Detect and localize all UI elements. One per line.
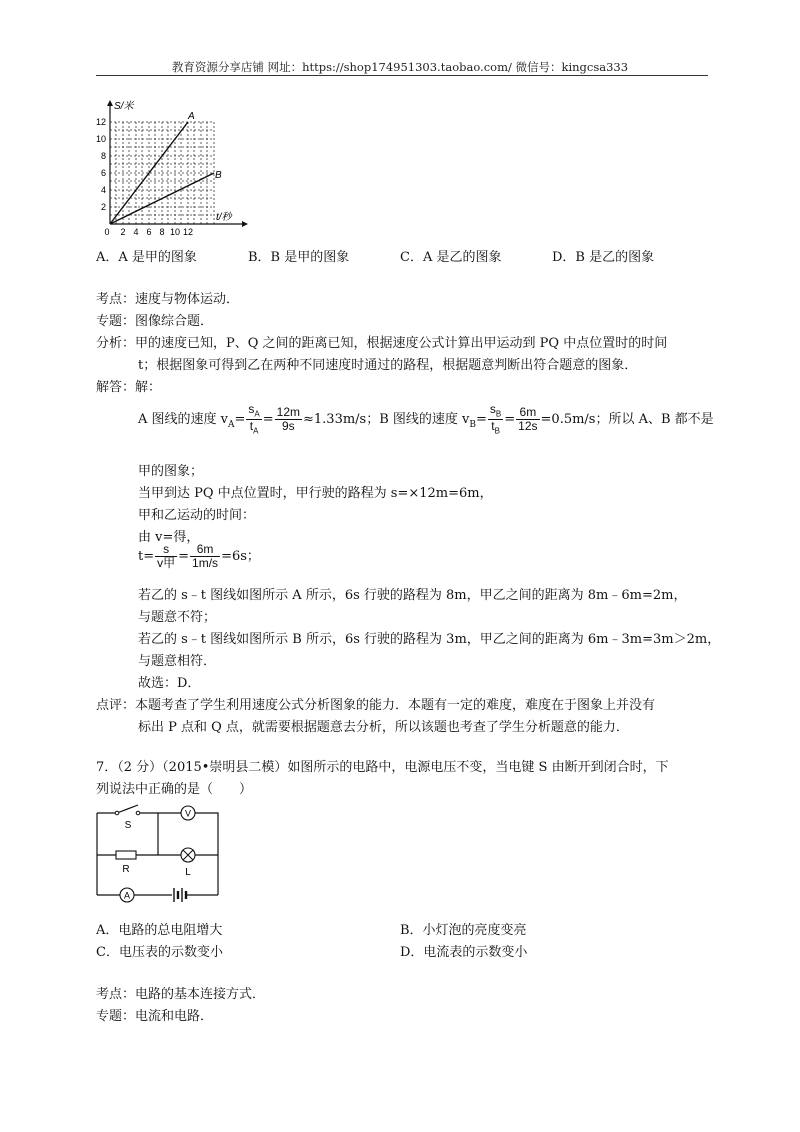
case-a-2: 与题意不符； — [138, 610, 217, 625]
fraction: $\frac{s_B}{t_B}$ — [489, 402, 502, 436]
q6-option-c: C．A 是乙的图象 — [400, 250, 502, 265]
y-tick: 4 — [100, 185, 106, 195]
x-tick: 12 — [182, 227, 194, 237]
x-axis-label: t/秒 — [216, 212, 232, 223]
fraction: $\frac{6m}{12s}$ — [518, 405, 538, 434]
speed-b-result: =0.5m/s；所以 A、B 都不是 — [540, 412, 714, 428]
q7-option-c: C．电压表的示数变小 — [96, 945, 223, 960]
x-tick: 0 — [104, 227, 110, 237]
q6-kaodian: 考点：速度与物体运动． — [96, 292, 240, 307]
line-jia: 甲的图象； — [138, 464, 204, 479]
q6-dianping-1: 点评：本题考查了学生利用速度公式分析图象的能力．本题有一定的难度，难度在于图象上并没有 — [96, 698, 656, 713]
q6-option-d: D．B 是乙的图象 — [552, 250, 655, 265]
speed-a-result: ≈1.33m/s；B 图线的速度 v — [303, 412, 470, 428]
q7-stem-1: 7．（2 分）（2015•崇明县二模）如图所示的电路中，电源电压不变，当电键 S 由断开到闭合时，下 — [96, 760, 669, 775]
fraction: $\frac{12m}{9s}$ — [276, 405, 300, 434]
y-tick: 10 — [95, 134, 106, 144]
q6-answer: 故选：D． — [138, 676, 201, 691]
q7-option-d: D．电流表的示数变小 — [400, 945, 528, 960]
q7-kaodian: 考点：电路的基本连接方式． — [96, 987, 266, 1002]
y-tick: 12 — [95, 117, 106, 127]
q6-jieda: 解答：解： — [96, 380, 162, 395]
time-formula: t= $\frac{s}{\text{v甲}}$ = $\frac{6m}{1m/s}$ =6s； — [138, 542, 260, 571]
x-tick: 6 — [146, 227, 152, 237]
voltmeter-label: V — [184, 808, 192, 819]
y-tick: 6 — [100, 168, 106, 178]
line-a — [110, 122, 188, 224]
header-divider — [96, 75, 708, 76]
switch-label: S — [124, 820, 132, 831]
q6-fenxi-2: t；根据图象可得到乙在两种不同速度时通过的路程，根据题意判断出符合题意的图象． — [138, 358, 638, 373]
q6-fenxi-1: 分析：甲的速度已知，P、Q 之间的距离已知，根据速度公式计算出甲运动到 PQ 中点位置时的时间 — [96, 336, 668, 351]
circuit-diagram — [92, 803, 232, 909]
q7-stem-2: 列说法中正确的是（ ） — [96, 782, 253, 797]
line-from: 由 v=得， — [138, 530, 200, 545]
fraction: $\frac{s}{\text{v甲}}$ — [157, 542, 176, 571]
resistor-icon — [116, 851, 136, 859]
st-graph — [92, 98, 252, 240]
line-time: 甲和乙运动的时间： — [138, 508, 256, 523]
x-tick: 8 — [159, 227, 165, 237]
x-tick: 4 — [133, 227, 139, 237]
case-b-1: 若乙的 s﹣t 图线如图所示 B 所示，6s 行驶的路程为 3m，甲乙之间的距离为 6m﹣3m=3m＞2m， — [138, 632, 721, 647]
speed-formula-line: A 图线的速度 $v_A=$ $\frac{s_A}{t_A}$ = $\frac{12m}{9s}$ ≈1.33m/s；B 图线的速度 $v_B=$ $\frac{s_B}{t_B}$ = $\frac{6m}{12s}$ =0.5m/s；所以 A、B 都不是 — [138, 402, 714, 436]
q7-option-a: A．电路的总电阻增大 — [96, 923, 223, 938]
y-tick: 8 — [100, 151, 106, 161]
x-tick: 10 — [169, 227, 181, 237]
y-tick: 2 — [100, 202, 106, 212]
q6-option-a: A．A 是甲的图象 — [96, 250, 197, 265]
fraction: $\frac{s_A}{t_A}$ — [248, 402, 260, 436]
x-tick: 2 — [120, 227, 126, 237]
line-b-label: B — [215, 170, 222, 181]
speed-a-sub: A — [228, 419, 235, 430]
line-a-label: A — [188, 111, 195, 122]
q6-zhuanti: 专题：图像综合题． — [96, 314, 214, 329]
q7-zhuanti: 专题：电流和电路． — [96, 1009, 214, 1024]
case-a-1: 若乙的 s﹣t 图线如图所示 A 所示，6s 行驶的路程为 8m，甲乙之间的距离为 8m﹣6m=2m， — [138, 588, 687, 603]
ammeter-label: A — [123, 890, 131, 901]
line-mid: 当甲到达 PQ 中点位置时，甲行驶的路程为 s=×12m=6m， — [138, 486, 493, 501]
speed-b-sub: B — [469, 419, 477, 430]
q7-option-b: B．小灯泡的亮度变亮 — [400, 923, 527, 938]
case-b-2: 与题意相符． — [138, 654, 217, 669]
q6-dianping-2: 标出 P 点和 Q 点，就需要根据题意去分析，所以该题也考查了学生分析题意的能力． — [138, 720, 629, 735]
battery-icon — [174, 888, 186, 902]
y-axis-label: S/米 — [114, 101, 134, 112]
fraction: $\frac{6m}{1m/s}$ — [192, 542, 219, 571]
speed-a-prefix: A 图线的速度 v — [138, 412, 228, 428]
q6-option-b: B．B 是甲的图象 — [248, 250, 350, 265]
resistor-label: R — [122, 864, 130, 875]
page-header: 教育资源分享店铺 网址：https://shop174951303.taobao.com/ 微信号：kingcsa333 — [171, 60, 629, 74]
lamp-label: L — [185, 867, 191, 878]
